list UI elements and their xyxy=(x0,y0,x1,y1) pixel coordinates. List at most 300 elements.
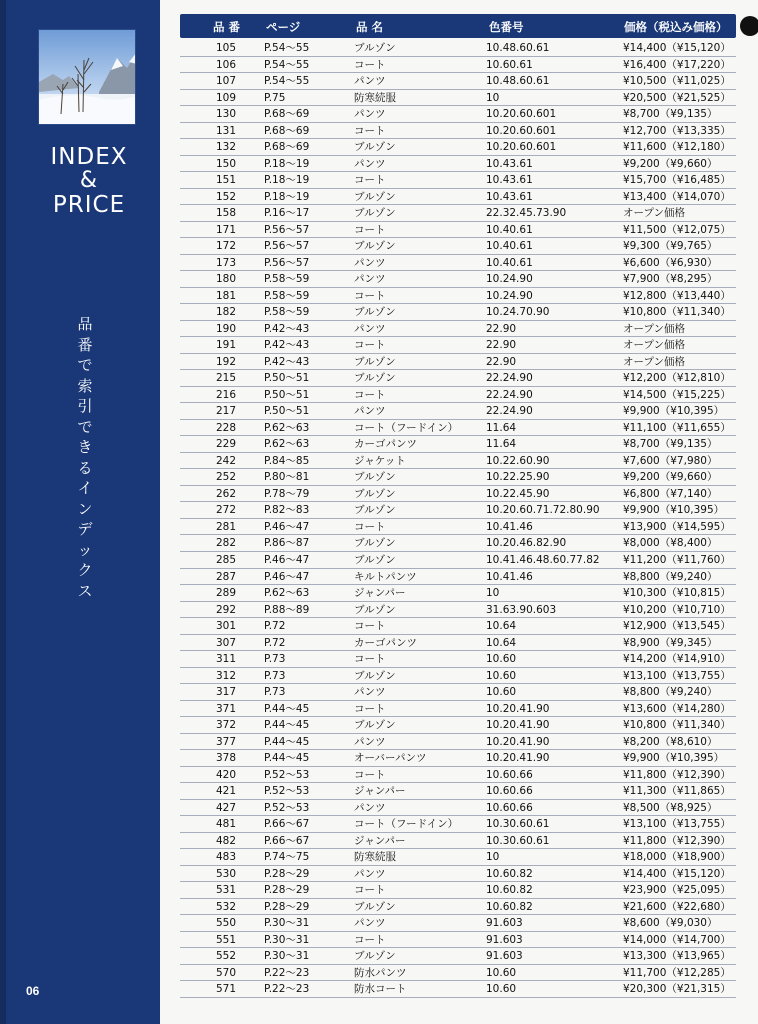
table-row xyxy=(180,882,736,899)
cell-page: P.52〜53 xyxy=(264,768,310,781)
cell-item-no: 301 xyxy=(215,620,236,633)
cell-page: P.54〜55 xyxy=(264,58,310,71)
cell-item-no: 192 xyxy=(215,355,236,368)
cell-page: P.28〜29 xyxy=(264,884,310,897)
cell-color-no: 10.60.66 xyxy=(486,785,533,798)
cell-item-no: 173 xyxy=(215,256,236,269)
cell-item-no: 262 xyxy=(215,487,236,500)
cell-page: P.86〜87 xyxy=(264,537,310,550)
cell-item-name: パンツ xyxy=(354,157,386,170)
cell-item-name: ブルゾン xyxy=(354,471,396,484)
cell-page: P.42〜43 xyxy=(264,322,310,335)
cell-color-no: 10.48.60.61 xyxy=(486,42,550,54)
cell-price: ¥12,200（¥12,810） xyxy=(623,372,731,385)
cell-color-no: 22.90 xyxy=(486,339,517,352)
table-row xyxy=(180,123,736,140)
cell-page: P.66〜67 xyxy=(264,834,310,847)
cell-color-no: 10.43.61 xyxy=(486,174,533,187)
cell-item-name: ブルゾン xyxy=(354,900,396,913)
cell-price: ¥10,200（¥10,710） xyxy=(623,603,731,616)
table-row xyxy=(180,90,736,107)
cell-item-name: コート xyxy=(354,520,386,533)
cell-item-name: パンツ xyxy=(354,256,386,269)
cell-page: P.46〜47 xyxy=(264,570,310,583)
cell-item-name: パンツ xyxy=(354,405,386,418)
table-row xyxy=(180,965,736,982)
cell-price: ¥11,800（¥12,390） xyxy=(623,834,731,847)
header-item-name: 品 名 xyxy=(356,20,384,34)
cell-color-no: 22.24.90 xyxy=(486,405,533,418)
table-row xyxy=(180,354,736,371)
cell-color-no: 91.603 xyxy=(486,917,523,930)
cell-item-no: 182 xyxy=(215,306,236,319)
cell-price: ¥11,700（¥12,285） xyxy=(623,966,731,979)
cell-page: P.58〜59 xyxy=(264,306,310,319)
header-item-no: 品 番 xyxy=(213,20,241,34)
cell-price: ¥13,600（¥14,280） xyxy=(623,702,731,715)
cell-page: P.28〜29 xyxy=(264,867,310,880)
cell-item-no: 530 xyxy=(215,867,236,880)
cell-page: P.22〜23 xyxy=(264,966,310,979)
table-row xyxy=(180,767,736,784)
cell-page: P.18〜19 xyxy=(264,157,310,170)
table-row xyxy=(180,304,736,321)
cell-color-no: 10 xyxy=(486,91,500,104)
cell-color-no: 22.24.90 xyxy=(486,372,533,385)
cell-color-no: 10.41.46 xyxy=(486,570,533,583)
table-row xyxy=(180,866,736,883)
cell-price: ¥20,300（¥21,315） xyxy=(623,983,731,996)
table-row xyxy=(180,948,736,965)
cell-page: P.73 xyxy=(264,669,286,682)
cell-item-no: 217 xyxy=(215,405,236,418)
cell-item-no: 377 xyxy=(215,735,236,748)
table-row xyxy=(180,783,736,800)
page-number: 06 xyxy=(26,984,40,998)
cell-price: ¥13,100（¥13,755） xyxy=(623,669,731,682)
table-row xyxy=(180,106,736,123)
table-row xyxy=(180,172,736,189)
cell-item-no: 107 xyxy=(215,75,236,88)
table-row xyxy=(180,602,736,619)
table-row xyxy=(180,833,736,850)
cell-item-no: 292 xyxy=(215,603,236,616)
cell-price: ¥14,200（¥14,910） xyxy=(623,653,731,666)
snow-landscape-photo xyxy=(38,29,136,125)
cell-price: ¥23,900（¥25,095） xyxy=(623,884,731,897)
title-price: PRICE xyxy=(52,192,126,218)
table-row xyxy=(180,635,736,652)
cell-price: ¥9,900（¥10,395） xyxy=(623,405,725,418)
cell-item-name: ブルゾン xyxy=(354,950,396,963)
cell-page: P.62〜63 xyxy=(264,438,310,451)
sidebar-edge-strip xyxy=(0,0,6,1024)
cell-item-name: パンツ xyxy=(354,801,386,814)
cell-item-no: 272 xyxy=(215,504,236,517)
cell-price: ¥14,400（¥15,120） xyxy=(623,867,731,880)
cell-item-no: 427 xyxy=(215,801,236,814)
cell-item-name: コート xyxy=(354,653,386,666)
table-row xyxy=(180,750,736,767)
cell-price: ¥15,700（¥16,485） xyxy=(623,174,731,187)
table-row xyxy=(180,370,736,387)
cell-price: ¥10,800（¥11,340） xyxy=(623,306,731,319)
cell-item-name: コート xyxy=(354,884,386,897)
cell-item-name: 防寒続服 xyxy=(354,851,396,864)
table-row xyxy=(180,684,736,701)
cell-price: ¥11,600（¥12,180） xyxy=(623,141,731,154)
header-end-marker xyxy=(740,16,758,36)
caption-char: 索 xyxy=(77,376,93,395)
cell-item-no: 482 xyxy=(215,834,236,847)
cell-page: P.42〜43 xyxy=(264,339,310,352)
cell-price: ¥12,700（¥13,335） xyxy=(623,124,731,137)
table-row xyxy=(180,469,736,486)
cell-color-no: 10.48.60.61 xyxy=(486,75,550,88)
cell-page: P.44〜45 xyxy=(264,702,310,715)
cell-page: P.68〜69 xyxy=(264,124,310,137)
cell-price: ¥14,400（¥15,120） xyxy=(623,42,731,54)
cell-color-no: 10.20.60.601 xyxy=(486,124,557,137)
cell-color-no: 10.60 xyxy=(486,686,517,699)
cell-price: ¥7,600（¥7,980） xyxy=(623,454,718,467)
cell-price: ¥11,100（¥11,655） xyxy=(623,421,731,434)
table-row xyxy=(180,222,736,239)
caption-char: 番 xyxy=(77,335,93,354)
cell-item-no: 105 xyxy=(215,42,236,54)
cell-item-name: ブルゾン xyxy=(354,537,396,550)
cell-page: P.50〜51 xyxy=(264,405,310,418)
cell-page: P.80〜81 xyxy=(264,471,310,484)
cell-item-no: 215 xyxy=(215,372,236,385)
table-row xyxy=(180,717,736,734)
cell-item-name: ブルゾン xyxy=(354,487,396,500)
cell-item-no: 372 xyxy=(215,719,236,732)
cell-item-name: オーバーパンツ xyxy=(354,752,427,765)
table-row xyxy=(180,569,736,586)
cell-price: ¥11,800（¥12,390） xyxy=(623,768,731,781)
cell-item-name: コート xyxy=(354,289,386,302)
table-row xyxy=(180,57,736,74)
cell-color-no: 10.60.82 xyxy=(486,900,533,913)
cell-page: P.75 xyxy=(264,91,286,104)
cell-color-no: 11.64 xyxy=(486,438,517,451)
cell-page: P.88〜89 xyxy=(264,603,310,616)
cell-item-name: コート xyxy=(354,933,386,946)
cell-page: P.46〜47 xyxy=(264,553,310,566)
cell-page: P.58〜59 xyxy=(264,289,310,302)
cell-color-no: 10.43.61 xyxy=(486,190,533,203)
table-row xyxy=(180,436,736,453)
caption-char: で xyxy=(77,356,93,374)
cell-page: P.72 xyxy=(264,636,286,649)
cell-item-no: 109 xyxy=(215,91,236,104)
cell-item-no: 181 xyxy=(215,289,236,302)
cell-item-name: コート xyxy=(354,174,386,187)
cell-item-no: 287 xyxy=(215,570,236,583)
cell-item-no: 229 xyxy=(215,438,236,451)
cell-price: ¥11,500（¥12,075） xyxy=(623,223,731,236)
cell-item-name: コート xyxy=(354,124,386,137)
table-row xyxy=(180,816,736,833)
caption-char: 品 xyxy=(77,315,93,333)
cell-item-no: 151 xyxy=(215,174,236,187)
cell-color-no: 10.20.41.90 xyxy=(486,752,550,765)
table-row xyxy=(180,899,736,916)
cell-item-name: コート xyxy=(354,339,386,352)
cell-color-no: 10.40.61 xyxy=(486,256,533,269)
cell-item-no: 481 xyxy=(215,818,236,831)
cell-page: P.68〜69 xyxy=(264,141,310,154)
cell-color-no: 10 xyxy=(486,587,500,600)
table-row xyxy=(180,403,736,420)
cell-color-no: 10.60.82 xyxy=(486,884,533,897)
cell-page: P.52〜53 xyxy=(264,785,310,798)
cell-item-name: ブルゾン xyxy=(354,141,396,154)
caption-char: ス xyxy=(77,581,93,600)
caption-char: デ xyxy=(77,520,93,538)
cell-color-no: 22.24.90 xyxy=(486,388,533,401)
header-page: ページ xyxy=(266,20,301,34)
cell-page: P.73 xyxy=(264,686,286,699)
cell-item-no: 420 xyxy=(215,768,236,781)
vertical-caption xyxy=(72,314,98,601)
cell-page: P.50〜51 xyxy=(264,372,310,385)
cell-item-name: 防寒続服 xyxy=(354,91,396,104)
title-ampersand: & xyxy=(79,168,99,193)
cell-item-no: 282 xyxy=(215,537,236,550)
cell-item-no: 551 xyxy=(215,933,236,946)
cell-price: ¥8,800（¥9,240） xyxy=(623,686,718,699)
cell-page: P.72 xyxy=(264,620,286,633)
cell-color-no: 10.60.66 xyxy=(486,768,533,781)
cell-price: ¥8,000（¥8,400） xyxy=(623,537,718,550)
cell-color-no: 10.22.60.90 xyxy=(486,454,550,467)
cell-item-no: 252 xyxy=(215,471,236,484)
title-index: INDEX xyxy=(50,144,128,170)
cell-price: ¥13,400（¥14,070） xyxy=(623,190,731,203)
cell-item-no: 228 xyxy=(215,421,236,434)
cell-price: ¥9,900（¥10,395） xyxy=(623,752,725,765)
table-row xyxy=(180,618,736,635)
cell-item-no: 371 xyxy=(215,702,236,715)
header-price: 価格（税込み価格） xyxy=(624,20,728,34)
cell-color-no: 22.90 xyxy=(486,355,517,368)
cell-color-no: 10.20.41.90 xyxy=(486,735,550,748)
cell-item-no: 421 xyxy=(215,785,236,798)
cell-page: P.78〜79 xyxy=(264,487,310,500)
table-row xyxy=(180,486,736,503)
cell-item-no: 172 xyxy=(215,240,236,253)
cell-item-name: コート xyxy=(354,768,386,781)
cell-page: P.54〜55 xyxy=(264,75,310,88)
cell-page: P.50〜51 xyxy=(264,388,310,401)
cell-color-no: 10.41.46.48.60.77.82 xyxy=(486,553,600,566)
cell-color-no: 10.30.60.61 xyxy=(486,818,550,831)
cell-color-no: 11.64 xyxy=(486,421,517,434)
cell-page: P.18〜19 xyxy=(264,174,310,187)
cell-price: ¥8,800（¥9,240） xyxy=(623,570,718,583)
table-row xyxy=(180,205,736,222)
cell-color-no: 10.20.60.71.72.80.90 xyxy=(486,504,600,517)
table-row xyxy=(180,288,736,305)
cell-page: P.44〜45 xyxy=(264,719,310,732)
sidebar-panel xyxy=(0,0,160,1024)
cell-price: オープン価格 xyxy=(623,207,686,220)
cell-color-no: 10.64 xyxy=(486,620,517,633)
cell-item-no: 171 xyxy=(215,223,236,236)
cell-price: ¥14,500（¥15,225） xyxy=(623,388,731,401)
cell-item-name: 防水パンツ xyxy=(354,966,407,979)
cell-color-no: 10.60 xyxy=(486,669,517,682)
cell-price: ¥6,800（¥7,140） xyxy=(623,487,718,500)
cell-color-no: 10.43.61 xyxy=(486,157,533,170)
cell-color-no: 10.30.60.61 xyxy=(486,834,550,847)
cell-color-no: 10.20.60.601 xyxy=(486,141,557,154)
table-row xyxy=(180,156,736,173)
cell-item-no: 550 xyxy=(215,917,236,930)
cell-item-name: カーゴパンツ xyxy=(354,636,417,649)
cell-price: ¥9,200（¥9,660） xyxy=(623,471,718,484)
cell-price: ¥8,600（¥9,030） xyxy=(623,917,718,930)
cell-page: P.44〜45 xyxy=(264,752,310,765)
cell-item-no: 311 xyxy=(215,653,236,666)
cell-item-name: ブルゾン xyxy=(354,42,396,54)
cell-item-no: 570 xyxy=(215,966,236,979)
table-row xyxy=(180,255,736,272)
table-row xyxy=(180,238,736,255)
cell-item-name: パンツ xyxy=(354,917,386,930)
table-header xyxy=(180,14,736,38)
cell-item-name: パンツ xyxy=(354,75,386,88)
cell-item-name: カーゴパンツ xyxy=(354,438,417,451)
cell-color-no: 10.60 xyxy=(486,966,517,979)
cell-page: P.30〜31 xyxy=(264,950,310,963)
header-color-no: 色番号 xyxy=(489,20,524,34)
price-table xyxy=(180,40,736,998)
caption-char: き xyxy=(77,438,93,456)
table-row xyxy=(180,40,736,57)
cell-item-name: コート xyxy=(354,388,386,401)
cell-page: P.82〜83 xyxy=(264,504,310,517)
cell-item-name: ブルゾン xyxy=(354,190,396,203)
cell-page: P.30〜31 xyxy=(264,917,310,930)
cell-color-no: 10.20.60.601 xyxy=(486,108,557,121)
cell-price: ¥9,300（¥9,765） xyxy=(623,240,718,253)
caption-char: で xyxy=(77,417,93,436)
cell-price: ¥20,500（¥21,525） xyxy=(623,91,731,104)
table-row xyxy=(180,734,736,751)
cell-page: P.42〜43 xyxy=(264,355,310,368)
cell-item-name: ブルゾン xyxy=(354,355,396,368)
table-row xyxy=(180,651,736,668)
cell-price: ¥8,200（¥8,610） xyxy=(623,735,718,748)
cell-price: ¥21,600（¥22,680） xyxy=(623,900,731,913)
cell-item-name: コート（フードイン） xyxy=(354,818,459,831)
cell-page: P.62〜63 xyxy=(264,587,310,600)
cell-color-no: 91.603 xyxy=(486,933,523,946)
cell-item-no: 378 xyxy=(215,752,236,765)
table-row xyxy=(180,668,736,685)
cell-item-no: 216 xyxy=(215,388,236,401)
cell-page: P.16〜17 xyxy=(264,207,310,220)
cell-price: ¥13,900（¥14,595） xyxy=(623,520,731,533)
cell-item-name: パンツ xyxy=(354,322,386,335)
cell-color-no: 10.40.61 xyxy=(486,240,533,253)
table-row xyxy=(180,189,736,206)
cell-item-no: 106 xyxy=(215,58,236,71)
cell-item-name: ブルゾン xyxy=(354,553,396,566)
cell-color-no: 91.603 xyxy=(486,950,523,963)
cell-color-no: 10.41.46 xyxy=(486,520,533,533)
cell-item-name: ジャンパー xyxy=(354,587,406,600)
cell-item-name: パンツ xyxy=(354,108,386,121)
cell-color-no: 10.40.61 xyxy=(486,223,533,236)
caption-char: イ xyxy=(77,479,93,497)
cell-item-name: パンツ xyxy=(354,867,386,880)
table-row xyxy=(180,519,736,536)
table-row xyxy=(180,552,736,569)
cell-color-no: 31.63.90.603 xyxy=(486,603,557,616)
cell-item-no: 131 xyxy=(215,124,236,137)
cell-item-name: パンツ xyxy=(354,686,386,699)
table-row xyxy=(180,535,736,552)
cell-price: ¥10,500（¥11,025） xyxy=(623,75,731,88)
cell-color-no: 22.32.45.73.90 xyxy=(486,207,567,220)
cell-item-name: ブルゾン xyxy=(354,603,396,616)
cell-page: P.62〜63 xyxy=(264,421,310,434)
cell-price: ¥10,800（¥11,340） xyxy=(623,719,731,732)
table-row xyxy=(180,73,736,90)
cell-color-no: 10.20.46.82.90 xyxy=(486,537,567,550)
cell-item-name: ブルゾン xyxy=(354,669,396,682)
cell-page: P.56〜57 xyxy=(264,240,310,253)
table-row xyxy=(180,321,736,338)
cell-page: P.18〜19 xyxy=(264,190,310,203)
cell-item-name: コート xyxy=(354,58,386,71)
table-row xyxy=(180,849,736,866)
cell-color-no: 10 xyxy=(486,851,500,864)
cell-price: ¥10,300（¥10,815） xyxy=(623,587,731,600)
table-row xyxy=(180,701,736,718)
cell-page: P.52〜53 xyxy=(264,801,310,814)
cell-item-no: 281 xyxy=(215,520,236,533)
caption-char: る xyxy=(77,458,93,477)
caption-char: ッ xyxy=(77,540,93,559)
cell-color-no: 10.60.82 xyxy=(486,867,533,880)
cell-item-name: ブルゾン xyxy=(354,207,396,220)
cell-page: P.66〜67 xyxy=(264,818,310,831)
cell-item-name: パンツ xyxy=(354,273,386,286)
cell-item-name: コート xyxy=(354,620,386,633)
cell-page: P.22〜23 xyxy=(264,983,310,996)
cell-item-name: ジャンパー xyxy=(354,834,406,847)
cell-item-name: コート（フードイン） xyxy=(354,421,459,434)
cell-price: ¥8,700（¥9,135） xyxy=(623,438,718,451)
cell-color-no: 10.60 xyxy=(486,983,517,996)
table-row xyxy=(180,271,736,288)
cell-price: オープン価格 xyxy=(623,322,686,335)
cell-price: ¥8,500（¥8,925） xyxy=(623,801,718,814)
cell-item-name: ジャケット xyxy=(354,454,406,467)
cell-page: P.68〜69 xyxy=(264,108,310,121)
cell-price: ¥13,300（¥13,965） xyxy=(623,950,731,963)
cell-price: オープン価格 xyxy=(623,339,686,352)
table-row xyxy=(180,585,736,602)
cell-item-no: 571 xyxy=(215,983,236,996)
cell-item-no: 191 xyxy=(215,339,236,352)
cell-page: P.56〜57 xyxy=(264,256,310,269)
